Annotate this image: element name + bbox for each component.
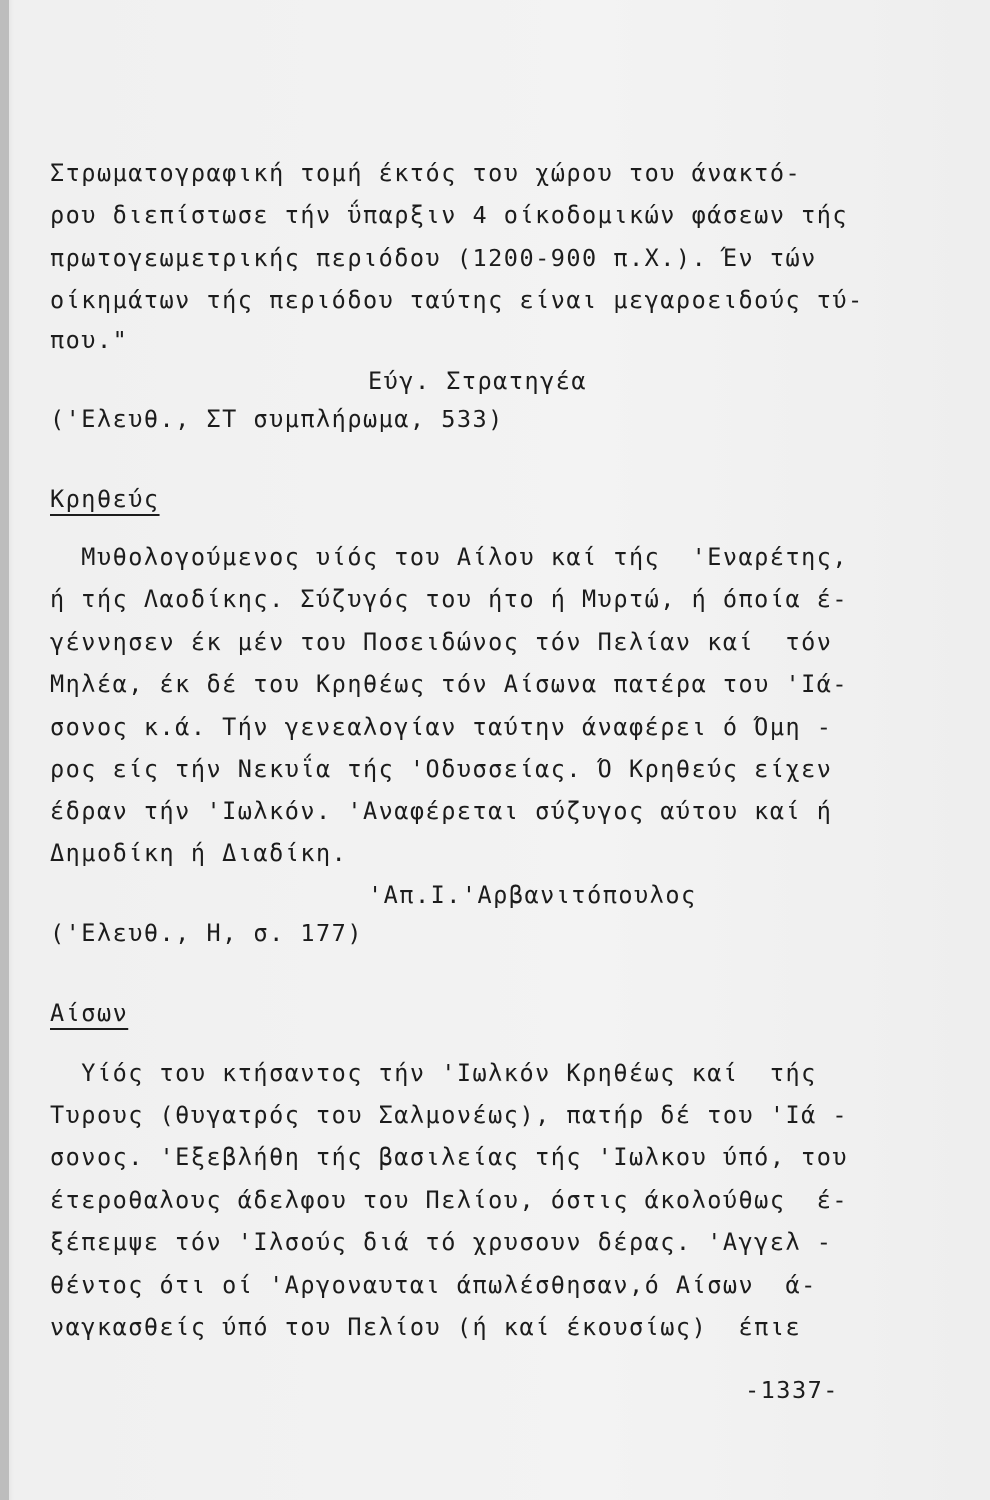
text-line: Δημοδίκη ή Διαδίκη. [50,839,348,867]
entry-source: ('Ελευθ., ΣΤ συμπλήρωμα, 533) [50,405,504,433]
text-line: Μυθολογούμενος υίός του Αίλου καί τής 'Εναρέτης, [50,543,849,571]
entry-heading: Κρηθεύς [50,485,160,513]
entry-source: ('Ελευθ., Η, σ. 177) [50,919,363,947]
text-line: Υίός του κτήσαντος τήν 'Ιωλκόν Κρηθέως καί τής [50,1059,817,1087]
page-number: -1337- [745,1376,839,1404]
entry-heading: Αίσων [50,999,129,1027]
text-line: ή τής Λαοδίκης. Σύζυγός του ήτο ή Μυρτώ, ή όποία έ- [50,585,849,613]
text-line: σονος κ.ά. Τήν γενεαλογίαν ταύτην άναφέρει ό Όμη - [50,713,833,741]
text-line: που." [50,326,129,354]
text-line: Τυρους (θυγατρός του Σαλμονέως), πατήρ δέ του 'Ιά - [50,1101,849,1129]
text-line: έτεροθαλους άδελφου του Πελίου, όστις άκολούθως έ- [50,1186,849,1214]
text-line: έδραν τήν 'Ιωλκόν. 'Αναφέρεται σύζυγος αύτου καί ή [50,797,833,825]
text-line: θέντος ότι οί 'Αργοναυται άπωλέσθησαν,ό Αίσων ά- [50,1271,817,1299]
entry-author: Εύγ. Στρατηγέα [368,367,588,395]
entry-author: 'Απ.Ι.'Αρβανιτόπουλος [368,881,697,909]
text-line: οίκημάτων τής περιόδου ταύτης είναι μεγαροειδούς τύ- [50,286,864,314]
text-line: πρωτογεωμετρικής περιόδου (1200-900 π.Χ.). Έν τών [50,244,817,272]
text-line: ναγκασθείς ύπό του Πελίου (ή καί έκουσίως) έπιε [50,1313,802,1341]
text-line: γέννησεν έκ μέν του Ποσειδώνος τόν Πελίαν καί τόν [50,628,833,656]
text-line: σονος. 'Εξεβλήθη τής βασιλείας τής 'Ιωλκου ύπό, του [50,1143,849,1171]
text-line: ρος είς τήν Νεκυΐα τής 'Οδυσσείας. Ό Κρηθεύς είχεν [50,755,833,783]
text-line: Μηλέα, έκ δέ του Κρηθέως τόν Αίσωνα πατέρα του 'Ιά- [50,670,849,698]
text-line: ρου διεπίστωσε τήν ΰπαρξιν 4 οίκοδομικών φάσεων τής [50,201,849,229]
text-line: Στρωματογραφική τομή έκτός του χώρου του άνακτό- [50,159,802,187]
page-edge [0,0,9,1500]
text-line: ξέπεμψε τόν 'Ιλσούς διά τό χρυσουν δέρας. 'Αγγελ - [50,1228,833,1256]
